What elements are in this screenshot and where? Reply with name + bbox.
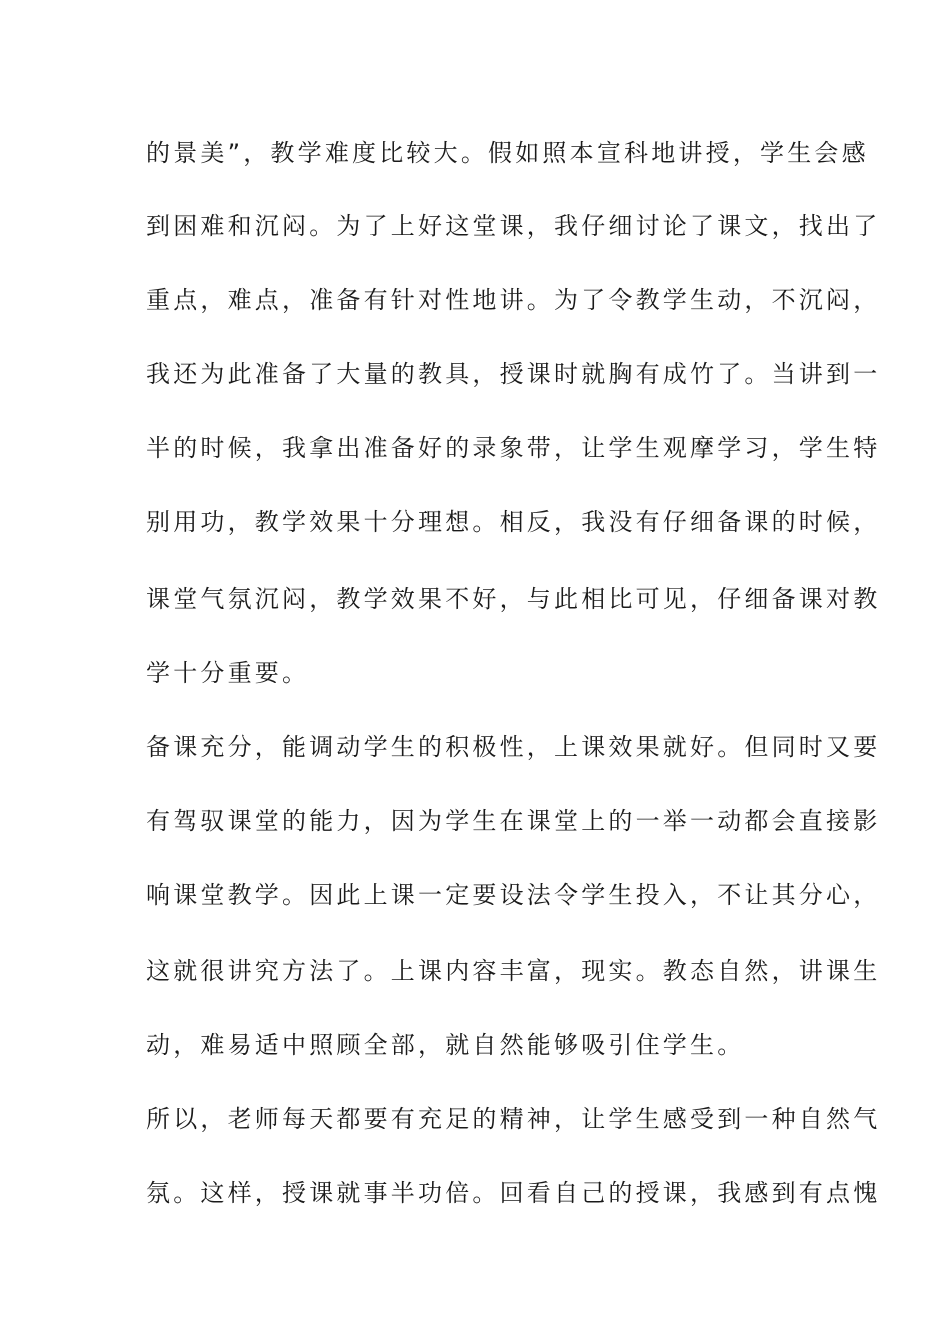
text-line: 动，难易适中照顾全部，就自然能够吸引住学生。 bbox=[146, 1031, 745, 1059]
text-line: 课堂气氛沉闷，教学效果不好，与此相比可见，仔细备课对教 bbox=[146, 585, 881, 613]
text-line: 我还为此准备了大量的教具，授课时就胸有成竹了。当讲到一 bbox=[146, 360, 881, 388]
text-line: 响课堂教学。因此上课一定要设法令学生投入，不让其分心， bbox=[146, 881, 881, 909]
text-line: 别用功，教学效果十分理想。相反，我没有仔细备课的时候， bbox=[146, 508, 881, 536]
text-line: 所以，老师每天都要有充足的精神，让学生感受到一种自然气 bbox=[146, 1105, 881, 1133]
text-line: 重点，难点，准备有针对性地讲。为了令教学生动，不沉闷， bbox=[146, 286, 881, 314]
text-line: 这就很讲究方法了。上课内容丰富，现实。教态自然，讲课生 bbox=[146, 957, 881, 985]
text-line: 半的时候，我拿出准备好的录象带，让学生观摩学习，学生特 bbox=[146, 434, 881, 462]
text-line: 有驾驭课堂的能力，因为学生在课堂上的一举一动都会直接影 bbox=[146, 807, 881, 835]
text-line: 学十分重要。 bbox=[146, 659, 310, 687]
text-line: 备课充分，能调动学生的积极性，上课效果就好。但同时又要 bbox=[146, 733, 881, 761]
text-line: 氛。这样，授课就事半功倍。回看自己的授课，我感到有点愧 bbox=[146, 1179, 881, 1207]
text-line: 到困难和沉闷。为了上好这堂课，我仔细讨论了课文，找出了 bbox=[146, 212, 881, 240]
text-line: 的景美”，教学难度比较大。假如照本宣科地讲授，学生会感 bbox=[146, 139, 869, 167]
